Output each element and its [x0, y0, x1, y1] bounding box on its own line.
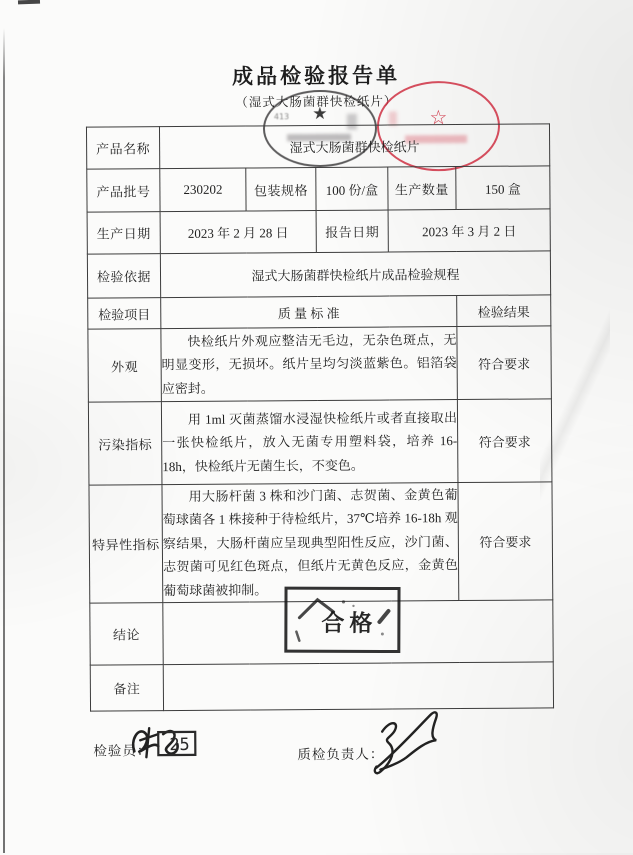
column-standard: 质 量 标 准 [161, 296, 457, 329]
report-date-value: 2023 年 3 月 2 日 [388, 209, 550, 252]
page-subtitle: （湿式大肠菌群快检纸片） [235, 94, 398, 110]
basis-label: 检验依据 [87, 254, 160, 299]
red-star-outline-icon: ☆ [429, 105, 448, 130]
red-seal-smudge [389, 111, 397, 125]
contamination-standard: 用 1ml 灭菌蒸馏水浸湿快检纸片或者直接取出一张快检纸片，放入无菌专用塑料袋，培养 16-18h，快检纸片无菌生长，不变色。 [161, 400, 458, 485]
remarks-value [163, 662, 553, 711]
inspector-stamp-number: 25 [169, 734, 190, 756]
qualified-stamp [284, 587, 400, 653]
contamination-label: 污染指标 [88, 402, 162, 486]
production-date-value: 2023 年 2 月 28 日 [160, 211, 316, 254]
table-row [87, 251, 550, 298]
table-row [90, 662, 553, 711]
inspector-label: 检验员： [93, 743, 152, 759]
report-date-label: 报告日期 [316, 210, 388, 253]
packaging-value: 100 份/盒 [316, 167, 388, 211]
product-name-value: 湿式大肠菌群快检纸片 [159, 124, 549, 169]
production-date-label: 生产日期 [87, 212, 160, 255]
quantity-label: 生产数量 [388, 167, 456, 210]
specificity-result: 符合要求 [458, 482, 553, 601]
column-item: 检验项目 [88, 298, 161, 330]
product-name-label: 产品名称 [86, 127, 159, 170]
table-row [87, 209, 550, 254]
table-row [86, 124, 549, 169]
qc-manager-signature [356, 705, 457, 786]
table-row [88, 326, 551, 402]
inspector-signature [128, 723, 200, 764]
contamination-result: 符合要求 [457, 399, 552, 483]
black-seal-code: 413 [273, 112, 290, 122]
batch-label: 产品批号 [87, 169, 160, 213]
quantity-value: 150 盒 [456, 166, 550, 210]
table-row [87, 166, 550, 212]
black-star-icon: ★ [312, 103, 328, 125]
page-title: 成品检验报告单 [232, 63, 401, 89]
appearance-label: 外观 [88, 329, 162, 403]
remarks-label: 备注 [90, 665, 163, 712]
column-result: 检验结果 [457, 295, 551, 327]
specificity-standard: 用大肠杆菌 3 株和沙门菌、志贺菌、金黄色葡萄球菌各 1 株接种于待检纸片，37℃培养 16-18h 观察结果，大肠杆菌应呈现典型阳性反应，沙门菌、志贺菌可见红色斑点，但纸片无黄色反应，金黄色葡萄球菌被抑制。 [162, 483, 459, 603]
qc-manager-label: 质检负责人： [297, 746, 385, 763]
table-row [89, 482, 553, 603]
table-header-row [88, 295, 551, 329]
specificity-label: 特异性指标 [89, 485, 163, 603]
appearance-standard: 快检纸片外观应整洁无毛边，无杂色斑点，无明显变形，无损坏。纸片呈均匀淡蓝紫色。铝箔袋应密封。 [161, 327, 458, 402]
appearance-result: 符合要求 [457, 326, 552, 400]
conclusion-label: 结论 [90, 603, 163, 666]
basis-value: 湿式大肠菌群快检纸片成品检验规程 [160, 251, 550, 298]
batch-value: 230202 [160, 168, 246, 212]
qualified-stamp-text: 合格 [321, 610, 378, 636]
table-row [88, 399, 552, 485]
packaging-label: 包装规格 [246, 168, 316, 211]
